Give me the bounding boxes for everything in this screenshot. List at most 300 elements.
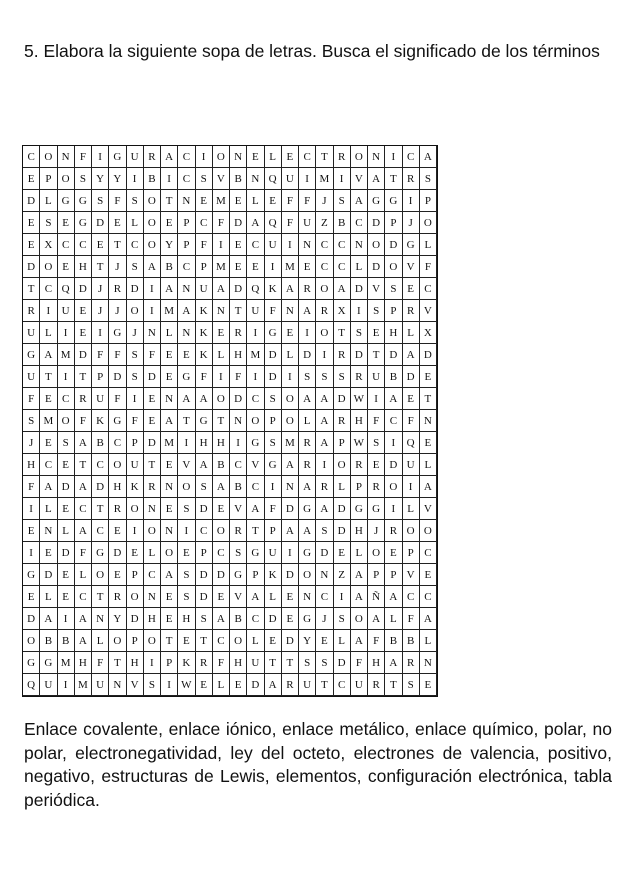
grid-cell: C [92,520,109,542]
grid-cell: E [161,608,178,630]
grid-cell: S [368,300,385,322]
grid-cell: C [178,146,195,168]
grid-cell: D [334,520,351,542]
grid-cell: S [299,366,316,388]
grid-cell: H [385,322,402,344]
grid-cell: R [334,146,351,168]
grid-cell: J [109,256,126,278]
grid-cell: C [334,256,351,278]
grid-cell: C [92,454,109,476]
grid-cell: F [368,410,385,432]
grid-cell: U [247,652,264,674]
grid-cell: I [144,278,161,300]
grid-cell: N [420,410,437,432]
grid-cell: E [230,674,247,696]
grid-cell: E [247,146,264,168]
grid-cell: D [109,542,126,564]
grid-cell: I [368,388,385,410]
grid-cell: J [109,300,126,322]
grid-cell: G [230,564,247,586]
grid-cell: L [420,234,437,256]
grid-cell: K [265,564,282,586]
grid-cell: G [75,190,92,212]
grid-cell: I [127,168,144,190]
grid-cell: Y [92,168,109,190]
grid-cell: I [385,498,402,520]
grid-cell: I [282,366,299,388]
grid-cell: P [265,410,282,432]
grid-cell: A [196,454,213,476]
grid-cell: G [178,366,195,388]
grid-cell: E [161,586,178,608]
grid-cell: I [230,432,247,454]
word-search-grid [22,145,438,697]
grid-cell: E [75,322,92,344]
grid-cell: F [403,410,420,432]
grid-cell: D [334,388,351,410]
grid-cell: A [368,168,385,190]
grid-cell: F [75,542,92,564]
grid-cell: S [92,190,109,212]
grid-cell: E [420,674,437,696]
grid-cell: G [299,498,316,520]
grid-cell: P [196,542,213,564]
grid-cell: I [247,366,264,388]
grid-cell: L [213,674,230,696]
grid-cell: O [213,520,230,542]
grid-cell: S [316,520,333,542]
grid-cell: H [178,608,195,630]
grid-cell: Y [109,168,126,190]
grid-cell: N [316,564,333,586]
grid-cell: F [282,190,299,212]
grid-cell: L [334,630,351,652]
grid-cell: E [282,146,299,168]
grid-cell: F [282,212,299,234]
grid-cell: G [403,234,420,256]
grid-cell: X [334,300,351,322]
grid-cell: M [75,674,92,696]
grid-cell: I [58,366,75,388]
grid-cell: T [368,344,385,366]
grid-cell: I [40,300,57,322]
grid-cell: I [144,652,161,674]
grid-cell: E [178,542,195,564]
grid-cell: T [420,388,437,410]
grid-cell: F [23,476,40,498]
grid-cell: E [334,542,351,564]
grid-cell: S [403,674,420,696]
grid-cell: R [75,388,92,410]
grid-cell: A [334,278,351,300]
grid-cell: L [247,630,264,652]
grid-cell: I [385,146,402,168]
grid-cell: A [282,454,299,476]
grid-cell: C [144,564,161,586]
grid-cell: D [265,366,282,388]
grid-cell: A [75,630,92,652]
grid-cell: C [316,586,333,608]
grid-cell: B [92,432,109,454]
grid-cell: C [247,608,264,630]
grid-cell: O [109,454,126,476]
grid-cell: O [213,388,230,410]
grid-cell: E [316,630,333,652]
grid-cell: S [265,388,282,410]
grid-cell: D [420,344,437,366]
grid-cell: P [178,234,195,256]
grid-cell: V [230,586,247,608]
grid-cell: A [247,212,264,234]
grid-cell: P [265,520,282,542]
grid-cell: A [247,498,264,520]
grid-cell: D [196,498,213,520]
grid-cell: N [144,322,161,344]
grid-cell: D [385,454,402,476]
grid-cell: T [196,630,213,652]
grid-cell: E [40,542,57,564]
grid-cell: U [23,322,40,344]
grid-cell: E [161,212,178,234]
grid-cell: G [23,344,40,366]
grid-cell: L [213,344,230,366]
grid-cell: A [161,146,178,168]
grid-cell: W [351,388,368,410]
grid-cell: E [58,586,75,608]
grid-cell: C [230,454,247,476]
grid-cell: G [109,410,126,432]
grid-cell: L [265,146,282,168]
grid-cell: C [334,234,351,256]
grid-cell: P [127,630,144,652]
grid-cell: L [299,410,316,432]
grid-cell: A [316,498,333,520]
grid-cell: O [334,454,351,476]
grid-cell: N [230,410,247,432]
grid-cell: R [368,476,385,498]
grid-cell: E [247,256,264,278]
grid-cell: C [316,234,333,256]
grid-cell: T [282,652,299,674]
grid-cell: S [299,652,316,674]
grid-cell: H [23,454,40,476]
grid-cell: E [282,608,299,630]
grid-cell: R [403,652,420,674]
grid-cell: K [127,476,144,498]
grid-cell: S [334,608,351,630]
grid-cell: D [92,212,109,234]
grid-cell: L [265,586,282,608]
grid-cell: P [385,564,402,586]
grid-cell: E [196,190,213,212]
grid-cell: N [109,674,126,696]
grid-cell: F [265,498,282,520]
grid-cell: A [161,564,178,586]
grid-cell: V [403,256,420,278]
grid-cell: U [368,366,385,388]
grid-cell: A [75,432,92,454]
grid-cell: J [127,322,144,344]
grid-cell: U [92,674,109,696]
grid-cell: A [282,520,299,542]
grid-cell: A [178,300,195,322]
grid-cell: L [127,212,144,234]
grid-cell: P [40,168,57,190]
grid-cell: A [213,608,230,630]
grid-cell: L [282,344,299,366]
grid-cell: D [230,212,247,234]
grid-cell: O [58,168,75,190]
grid-cell: S [196,608,213,630]
grid-cell: R [109,498,126,520]
grid-cell: P [196,256,213,278]
grid-cell: D [265,344,282,366]
grid-cell: C [213,630,230,652]
grid-cell: P [385,300,402,322]
grid-cell: T [109,652,126,674]
grid-cell: S [334,366,351,388]
grid-cell: E [109,212,126,234]
grid-cell: S [196,168,213,190]
grid-cell: C [213,542,230,564]
grid-cell: T [75,366,92,388]
grid-cell: I [282,542,299,564]
grid-cell: U [299,674,316,696]
grid-cell: E [58,212,75,234]
grid-cell: R [109,586,126,608]
grid-cell: G [247,432,264,454]
grid-cell: R [403,300,420,322]
grid-cell: O [351,146,368,168]
grid-cell: F [213,212,230,234]
grid-cell: O [351,608,368,630]
grid-cell: N [230,146,247,168]
grid-cell: T [161,630,178,652]
grid-cell: S [196,476,213,498]
grid-cell: O [144,520,161,542]
grid-cell: U [403,454,420,476]
grid-cell: I [23,498,40,520]
grid-cell: M [161,432,178,454]
grid-cell: K [196,322,213,344]
grid-cell: O [161,542,178,564]
grid-cell: D [385,234,402,256]
grid-cell: L [403,498,420,520]
grid-cell: I [351,300,368,322]
grid-cell: F [196,234,213,256]
grid-cell: C [385,410,402,432]
grid-cell: D [385,344,402,366]
grid-cell: T [75,454,92,476]
grid-cell: T [385,674,402,696]
grid-cell: C [58,388,75,410]
grid-cell: T [316,674,333,696]
grid-cell: O [213,146,230,168]
grid-cell: L [420,454,437,476]
grid-cell: N [161,520,178,542]
grid-cell: A [161,278,178,300]
grid-cell: D [75,344,92,366]
grid-cell: S [178,586,195,608]
grid-cell: U [247,300,264,322]
grid-cell: Y [161,234,178,256]
grid-cell: L [75,564,92,586]
grid-cell: E [420,432,437,454]
grid-cell: R [351,454,368,476]
grid-cell: D [92,476,109,498]
grid-cell: D [403,366,420,388]
grid-cell: A [420,146,437,168]
grid-cell: E [282,586,299,608]
grid-cell: E [299,256,316,278]
grid-cell: I [403,190,420,212]
grid-cell: S [178,498,195,520]
grid-cell: D [334,498,351,520]
grid-cell: O [403,520,420,542]
grid-cell: O [420,212,437,234]
grid-cell: M [282,256,299,278]
grid-cell: O [385,476,402,498]
grid-cell: F [92,344,109,366]
grid-cell: N [178,278,195,300]
grid-cell: F [23,388,40,410]
grid-cell: D [247,674,264,696]
grid-cell: S [127,190,144,212]
grid-cell: J [92,278,109,300]
grid-cell: B [403,630,420,652]
grid-cell: D [109,366,126,388]
grid-cell: T [144,454,161,476]
grid-cell: E [282,322,299,344]
grid-cell: H [230,344,247,366]
grid-cell: F [351,652,368,674]
grid-cell: L [351,542,368,564]
grid-cell: Y [299,630,316,652]
grid-cell: A [351,564,368,586]
grid-cell: R [299,454,316,476]
grid-cell: J [368,520,385,542]
grid-cell: S [144,674,161,696]
grid-cell: D [282,564,299,586]
grid-cell: I [161,168,178,190]
grid-cell: E [265,190,282,212]
grid-cell: M [213,256,230,278]
grid-cell: F [403,608,420,630]
grid-cell: C [403,146,420,168]
grid-cell: T [92,498,109,520]
grid-cell: I [265,256,282,278]
grid-cell: L [40,322,57,344]
grid-cell: O [144,630,161,652]
grid-cell: C [247,476,264,498]
grid-cell: U [127,146,144,168]
grid-cell: B [230,608,247,630]
grid-cell: K [196,344,213,366]
grid-cell: E [178,344,195,366]
grid-cell: G [196,410,213,432]
grid-cell: M [213,190,230,212]
grid-cell: T [161,190,178,212]
grid-cell: U [196,278,213,300]
grid-cell: R [334,344,351,366]
grid-cell: A [368,608,385,630]
grid-cell: N [351,234,368,256]
grid-cell: C [351,212,368,234]
grid-cell: I [92,322,109,344]
grid-cell: O [247,410,264,432]
grid-cell: C [23,146,40,168]
grid-cell: E [23,234,40,256]
grid-cell: E [144,388,161,410]
grid-cell: E [368,454,385,476]
grid-cell: O [58,410,75,432]
grid-cell: E [230,234,247,256]
grid-cell: A [420,608,437,630]
grid-cell: I [334,168,351,190]
grid-cell: E [58,256,75,278]
grid-cell: E [23,586,40,608]
grid-cell: C [178,256,195,278]
grid-cell: R [316,476,333,498]
grid-cell: B [385,366,402,388]
grid-cell: S [230,542,247,564]
grid-cell: G [265,322,282,344]
grid-cell: E [109,520,126,542]
grid-cell: I [161,674,178,696]
grid-cell: F [230,366,247,388]
grid-cell: R [230,322,247,344]
grid-cell: J [316,190,333,212]
grid-cell: A [40,344,57,366]
grid-cell: C [334,674,351,696]
grid-cell: I [58,608,75,630]
grid-cell: L [420,630,437,652]
grid-cell: D [351,344,368,366]
grid-cell: R [299,278,316,300]
grid-cell: D [196,564,213,586]
grid-cell: P [127,432,144,454]
grid-cell: T [334,322,351,344]
grid-cell: W [351,432,368,454]
grid-cell: E [40,388,57,410]
grid-cell: P [92,366,109,388]
grid-cell: A [144,256,161,278]
grid-cell: I [23,542,40,564]
grid-cell: N [282,476,299,498]
grid-cell: A [299,520,316,542]
grid-cell: U [58,300,75,322]
grid-cell: Q [58,278,75,300]
grid-cell: G [247,542,264,564]
grid-cell: A [403,344,420,366]
grid-cell: A [161,410,178,432]
grid-cell: C [247,388,264,410]
grid-cell: C [299,146,316,168]
grid-cell: J [23,432,40,454]
grid-cell: S [23,410,40,432]
grid-cell: M [247,344,264,366]
grid-cell: N [213,300,230,322]
grid-cell: I [334,586,351,608]
grid-cell: H [127,652,144,674]
grid-cell: N [144,586,161,608]
grid-cell: G [58,190,75,212]
grid-cell: J [316,608,333,630]
grid-cell: O [368,234,385,256]
grid-cell: R [144,476,161,498]
grid-cell: S [127,366,144,388]
grid-cell: D [196,586,213,608]
